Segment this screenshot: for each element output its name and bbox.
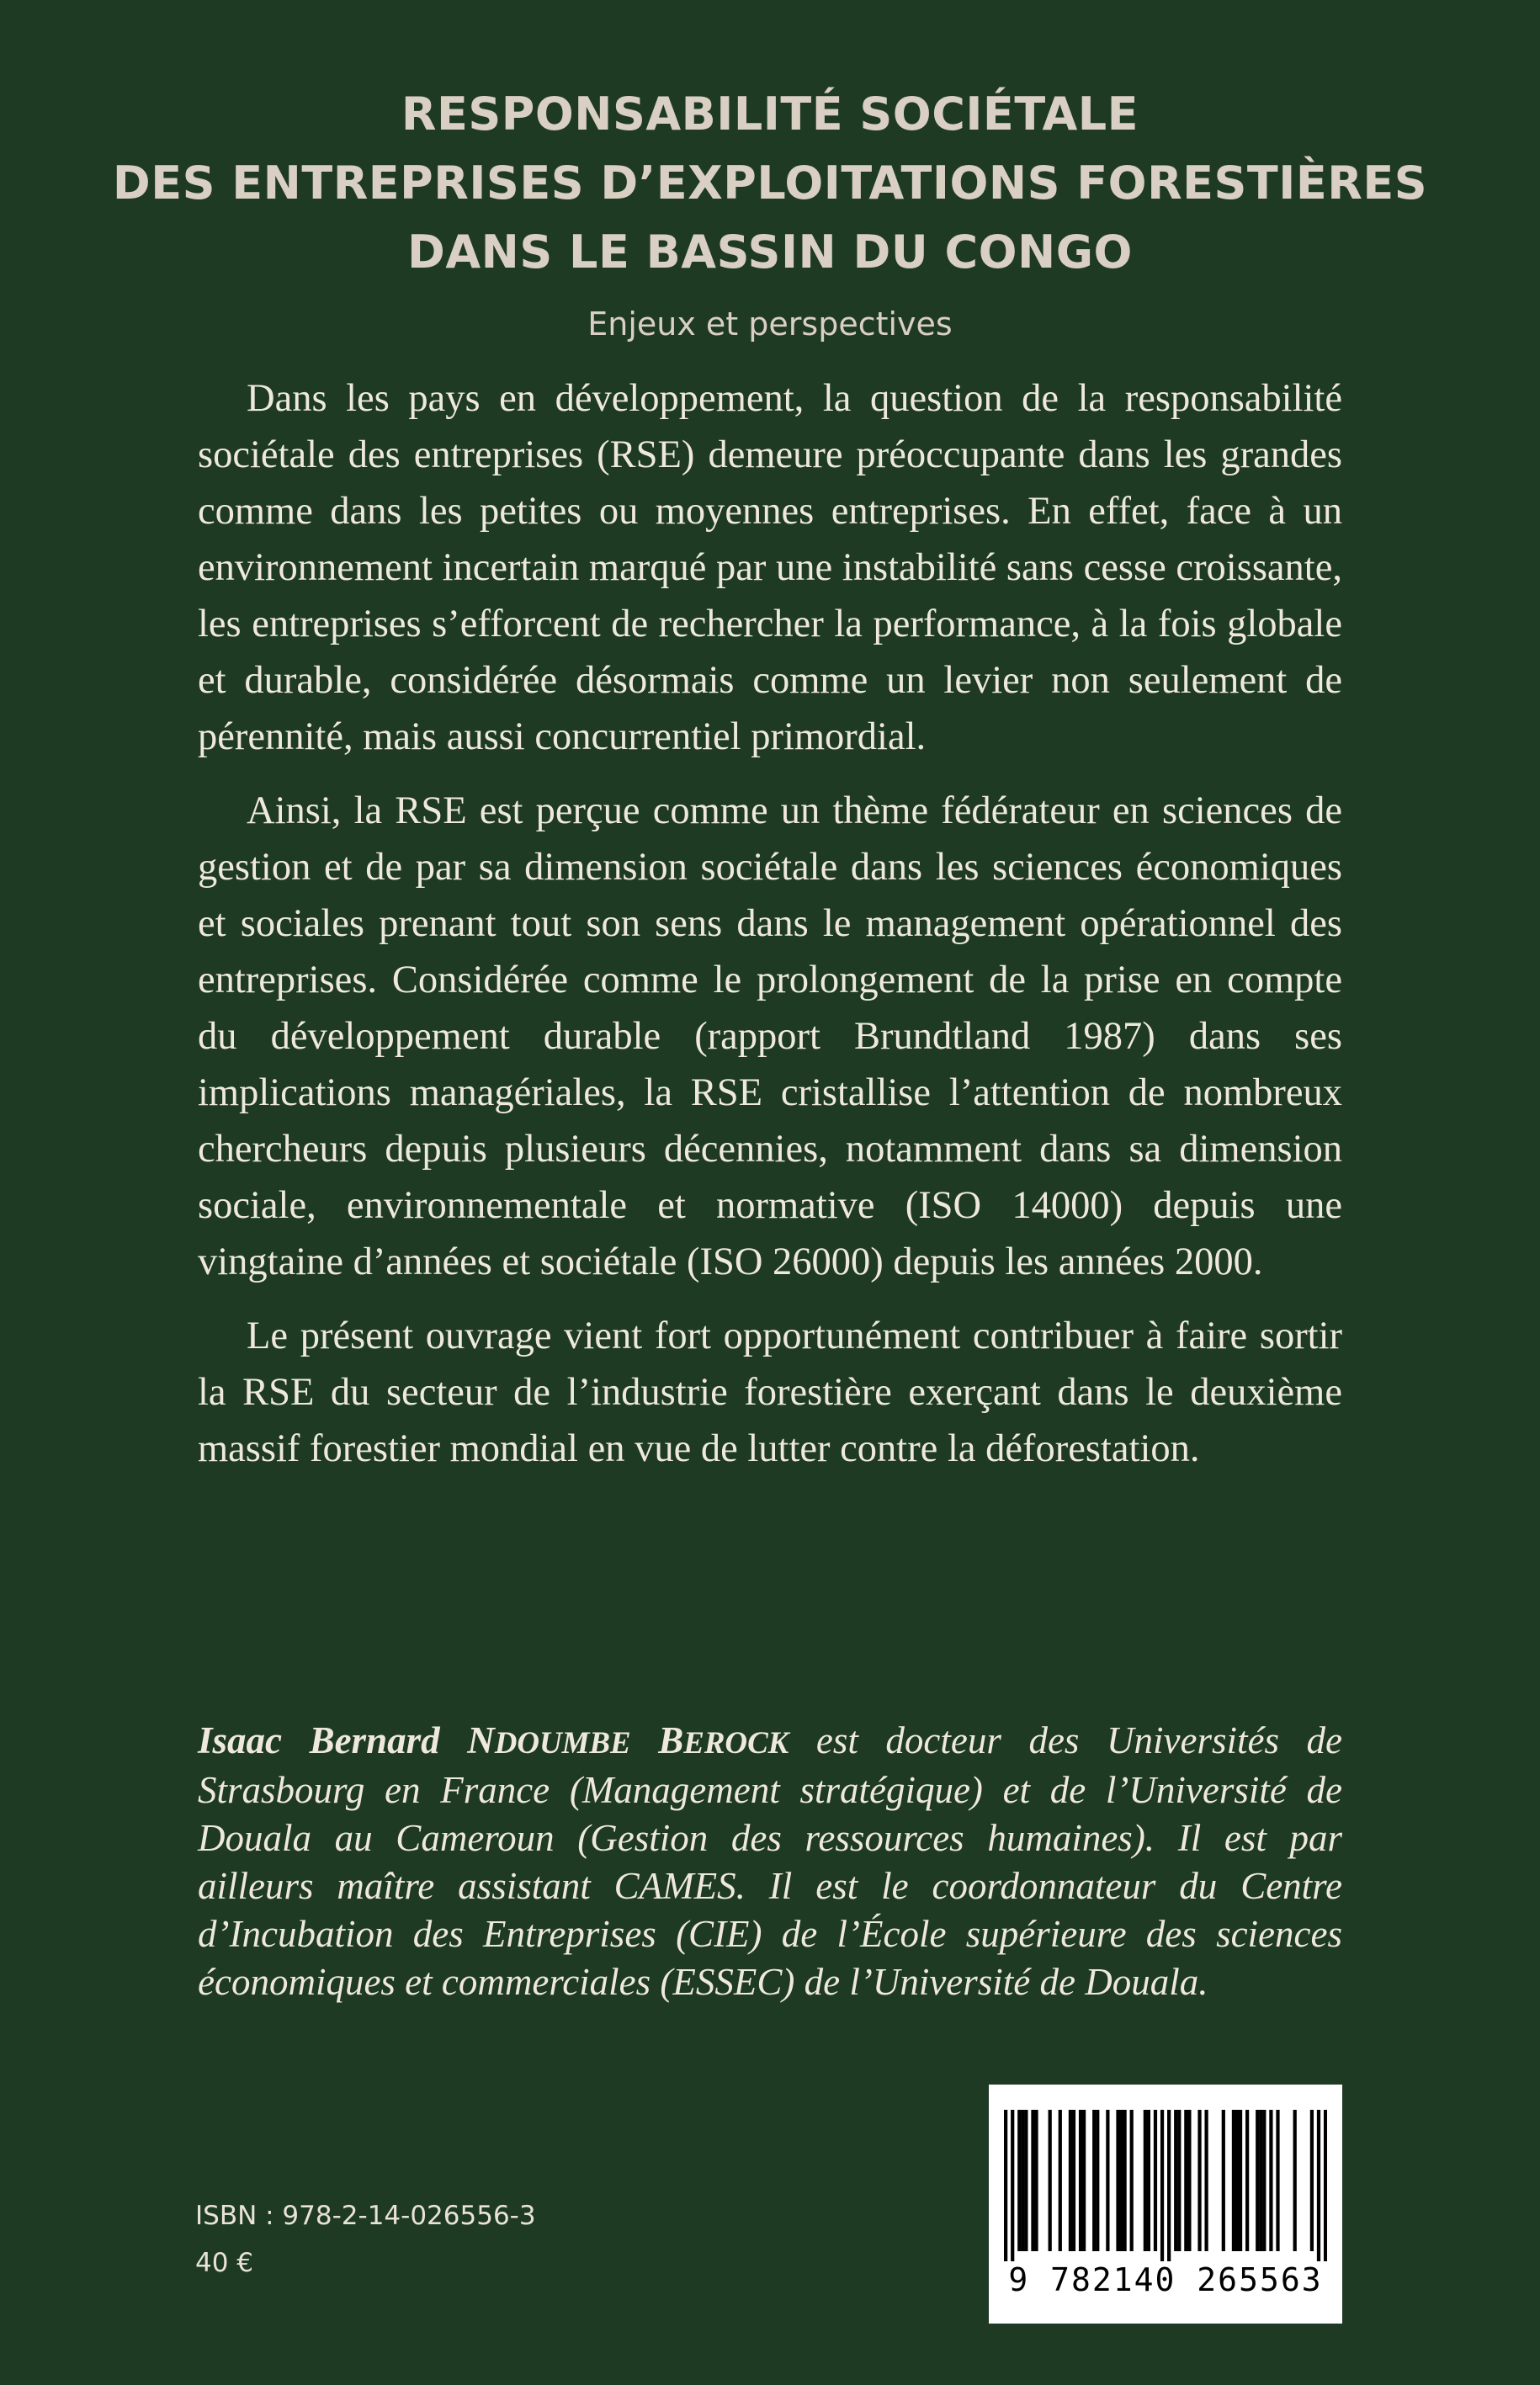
blurb-paragraph-1: Dans les pays en développement, la question de la responsabilité sociétale des entreprises (RSE) demeure préoccupante dans les grandes comme dans les petites ou moyennes entreprises. En effet, face à un environnement incertain marqué par une instabilité sans cesse croissante, les entreprises s’efforcent de rechercher la performance, à la fois globale et durable, considérée désormais comme un levier non seulement de pérennité, mais aussi concurrentiel primordial. (198, 377, 1342, 758)
barcode-bar (1082, 2110, 1086, 2251)
author-bio (198, 1717, 1342, 2006)
barcode-bar (1123, 2110, 1126, 2251)
barcode-bar (1324, 2110, 1327, 2261)
barcode-number: 9 782140 265563 (1008, 2261, 1323, 2298)
barcode-bar (1222, 2110, 1225, 2251)
barcode-bar (1004, 2110, 1007, 2261)
blurb-paragraph-2: Ainsi, la RSE est perçue comme un thème fédérateur en sciences de gestion et de par sa dimension sociétale dans les sciences économiques et sociales prenant tout son sens dans le management opérationnel des entreprises. Considérée comme le prolongement de la prise en compte du développement durable (rapport Brundtland 1987) dans ses implications managériales, la RSE cristallise l’attention de nombreux chercheurs depuis plusieurs décennies, notamment dans sa dimension sociale, environnementale et normative (ISO 14000) depuis une vingtaine d’années et sociétale (ISO 26000) depuis les années 2000. (198, 789, 1342, 1283)
barcode-bar (1072, 2110, 1075, 2251)
barcode-bar (1174, 2110, 1177, 2251)
barcode-bar (1049, 2110, 1052, 2251)
barcode-bar (1239, 2110, 1242, 2251)
barcode-bar (1119, 2110, 1123, 2251)
barcode-bar (1096, 2110, 1099, 2251)
author-first-names: Isaac Bernard (198, 1719, 440, 1761)
barcode-bar (1259, 2110, 1262, 2251)
barcode-bars (1004, 2110, 1327, 2261)
barcode-bar (1262, 2110, 1266, 2251)
isbn: ISBN : 978-2-14-026556-3 (195, 2201, 536, 2231)
author-surname-1-rest: DOUMBE (494, 1725, 631, 1760)
barcode-bar (1160, 2110, 1164, 2261)
barcode-bar (1079, 2110, 1082, 2251)
barcode-bar (1204, 2110, 1208, 2251)
barcode-bar (1269, 2110, 1272, 2251)
barcode-bar (1144, 2110, 1147, 2251)
barcode-bar (1310, 2110, 1314, 2251)
barcode-bar (1011, 2110, 1014, 2261)
barcode-bar (1031, 2110, 1034, 2251)
title-block (0, 80, 1540, 349)
book-title-line-3: DANS LE BASSIN DU CONGO (407, 226, 1133, 279)
barcode-bar (1017, 2110, 1021, 2251)
book-title-line-1: RESPONSABILITÉ SOCIÉTALE (401, 88, 1139, 141)
barcode-bar (1232, 2110, 1235, 2251)
barcode-bar (1024, 2110, 1028, 2251)
barcode-bar (1034, 2110, 1038, 2251)
price: 40 € (195, 2248, 254, 2278)
author-bio-body: est docteur des Universités de Strasbourg en France (Management stratégique) et de l’Université de Douala au Cameroun (Gestion des ressources humaines). Il est par ailleurs maître assistant CAMES. Il est le coordonnateur du Centre d’Incubation des Entreprises (CIE) de l’École supérieure des sciences économiques et commerciales (ESSEC) de l’Université de Douala. (198, 1719, 1343, 2003)
book-title-line-2: DES ENTREPRISES D’EXPLOITATIONS FORESTIÈRES (112, 157, 1428, 210)
barcode-bar (1092, 2110, 1096, 2251)
barcode-bar (1069, 2110, 1072, 2251)
barcode-bar (1106, 2110, 1109, 2251)
barcode-bar (1235, 2110, 1239, 2251)
barcode-bar (1245, 2110, 1249, 2251)
isbn-price-block (195, 2192, 536, 2287)
barcode-bar (1197, 2110, 1201, 2251)
barcode-bar (1187, 2110, 1191, 2251)
barcode-bar (1293, 2110, 1297, 2251)
author-bio-text (198, 1717, 1342, 2006)
author-surname-1-initial: N (467, 1719, 495, 1761)
barcode-bar (1021, 2110, 1024, 2251)
barcode-bar (1059, 2110, 1062, 2251)
barcode-bar (1147, 2110, 1150, 2251)
blurb (198, 370, 1342, 1495)
book-subtitle: Enjeux et perspectives (587, 305, 953, 343)
barcode-bar (1256, 2110, 1259, 2251)
author-surname-2-initial: B (658, 1719, 684, 1761)
barcode-bar (1317, 2110, 1320, 2261)
barcode (989, 2085, 1342, 2324)
barcode-bar (1276, 2110, 1279, 2251)
author-surname-2-rest: EROCK (683, 1725, 789, 1760)
barcode-bar (1177, 2110, 1181, 2251)
barcode-bar (1167, 2110, 1171, 2261)
barcode-bar (1154, 2110, 1157, 2251)
blurb-paragraph-3: Le présent ouvrage vient fort opportunément contribuer à faire sortir la RSE du secteur de l’industrie forestière exerçant dans le deuxième massif forestier mondial en vue de lutter contre la déforestation. (198, 1315, 1342, 1470)
barcode-bar (1130, 2110, 1134, 2251)
barcode-bar (1116, 2110, 1119, 2251)
author-name (198, 1719, 789, 1761)
barcode-bar (1184, 2110, 1187, 2251)
